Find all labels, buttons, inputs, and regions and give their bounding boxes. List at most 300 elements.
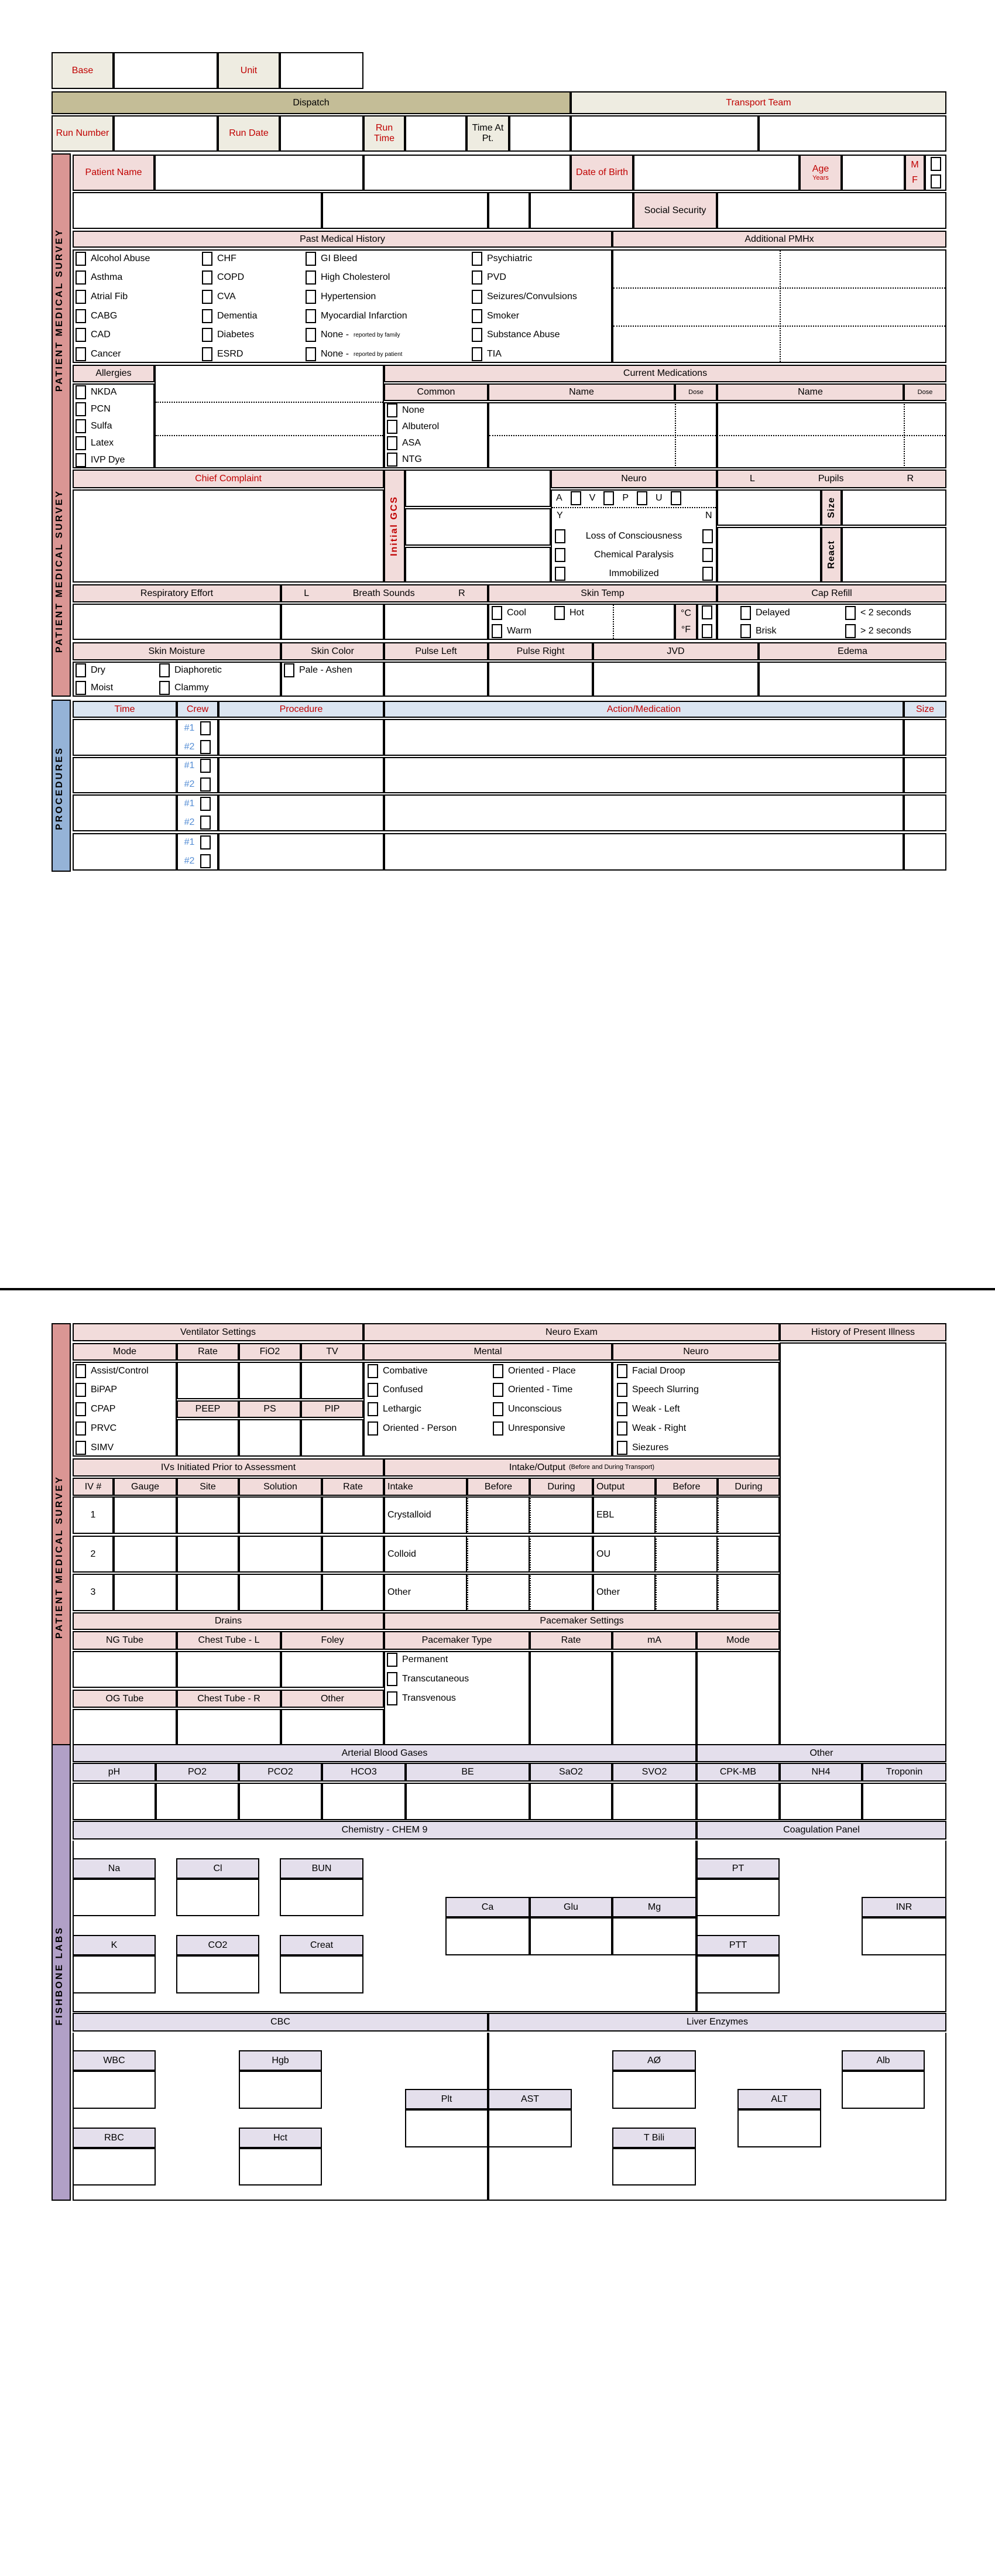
pmh-cva[interactable]: CVA <box>202 290 236 304</box>
checkbox-icon[interactable] <box>368 1421 378 1436</box>
pmh-cabg[interactable]: CABG <box>76 309 117 323</box>
checkbox-icon[interactable] <box>202 270 212 285</box>
pip-header: PIP <box>301 1400 363 1418</box>
checkbox-icon[interactable] <box>76 1383 86 1397</box>
proc-action-field[interactable] <box>384 833 904 871</box>
med-asa[interactable]: ASA <box>387 436 421 450</box>
mental-item[interactable]: Oriented - Person <box>368 1421 457 1436</box>
mental-item[interactable]: Lethargic <box>368 1402 421 1416</box>
pupil-react-left-field[interactable] <box>717 527 821 583</box>
pmh-none-family[interactable]: None - reported by family <box>306 328 400 342</box>
proc-size-field[interactable] <box>904 719 946 756</box>
pacemaker-permanent[interactable]: Permanent <box>387 1653 448 1667</box>
gcs-verbal-field[interactable] <box>405 508 551 546</box>
iv-field[interactable] <box>239 1536 322 1573</box>
proc-time-field[interactable] <box>73 794 177 831</box>
breath-sounds-left-field[interactable] <box>281 604 384 640</box>
pmh-psychiatric[interactable]: Psychiatric <box>472 252 532 266</box>
checkbox-icon[interactable] <box>306 270 316 285</box>
io-row-label: OU <box>593 1536 656 1573</box>
edema-field[interactable] <box>759 662 946 697</box>
fahrenheit-checkbox[interactable] <box>702 624 712 638</box>
ptt-field[interactable] <box>696 1955 780 1993</box>
vent-mode-0[interactable]: Assist/Control <box>76 1364 149 1378</box>
hpi-field[interactable] <box>780 1342 946 1745</box>
checkbox-icon[interactable] <box>387 436 397 450</box>
crew-2-checkbox[interactable] <box>200 740 211 754</box>
alb-field[interactable] <box>842 2071 925 2109</box>
cap-refill-brisk[interactable]: Brisk <box>740 624 777 638</box>
pupil-react-right-field[interactable] <box>842 527 946 583</box>
pmh-atrial-fib[interactable]: Atrial Fib <box>76 290 128 304</box>
crew-1[interactable]: #1 <box>184 835 211 849</box>
cbc-header: CBC <box>73 2013 488 2032</box>
bun-field[interactable] <box>280 1879 363 1916</box>
allergy-latex[interactable]: Latex <box>76 436 114 450</box>
checkbox-icon[interactable] <box>472 252 482 266</box>
checkbox-icon[interactable] <box>76 419 86 433</box>
crew-2[interactable]: #2 <box>184 740 211 754</box>
checkbox-icon[interactable] <box>740 606 751 620</box>
io-col-header: During <box>530 1478 593 1496</box>
proc-procedure-field[interactable] <box>218 794 384 831</box>
loc-yes-checkbox[interactable] <box>555 529 565 543</box>
crew-1-checkbox[interactable] <box>200 797 211 811</box>
proc-procedure-field[interactable] <box>218 719 384 756</box>
hct-field[interactable] <box>239 2148 322 2186</box>
checkbox-icon[interactable] <box>76 453 86 467</box>
mg-field[interactable] <box>612 1917 696 1955</box>
transport-team-field-2[interactable] <box>759 115 946 152</box>
abg-value-field[interactable] <box>406 1783 530 1820</box>
other-col-header: Troponin <box>862 1763 946 1782</box>
pupil-size-right-field[interactable] <box>842 489 946 526</box>
checkbox-icon[interactable] <box>472 347 482 361</box>
abg-value-field[interactable] <box>73 1783 156 1820</box>
k-field[interactable] <box>73 1955 156 1993</box>
iv-field[interactable] <box>239 1574 322 1611</box>
k-label: K <box>73 1935 156 1955</box>
inr-field[interactable] <box>862 1917 946 1955</box>
iv-field[interactable] <box>322 1574 384 1611</box>
respiratory-effort-field[interactable] <box>73 604 281 640</box>
checkbox-icon[interactable] <box>368 1383 378 1397</box>
pmh-cad[interactable]: CAD <box>76 328 111 342</box>
vent-mode-3[interactable]: PRVC <box>76 1421 116 1436</box>
alk-phos-field[interactable] <box>612 2071 696 2109</box>
pacemaker-rate-field[interactable] <box>530 1651 612 1745</box>
male-checkbox[interactable] <box>931 157 941 171</box>
crew-1[interactable]: #1 <box>184 797 211 811</box>
alt-field[interactable] <box>737 2109 821 2147</box>
io-field[interactable] <box>718 1536 780 1573</box>
proc-action-field[interactable] <box>384 719 904 756</box>
other-drain-header: Other <box>281 1690 384 1708</box>
patient-last-name-field[interactable] <box>155 155 363 191</box>
checkbox-icon[interactable] <box>493 1402 503 1416</box>
other-value-field[interactable] <box>780 1783 862 1820</box>
io-field[interactable] <box>530 1574 593 1611</box>
checkbox-icon[interactable] <box>493 1421 503 1436</box>
avpu-u-checkbox[interactable] <box>671 491 681 505</box>
crew-2-checkbox[interactable] <box>200 816 211 830</box>
checkbox-icon[interactable] <box>387 1653 397 1667</box>
pmh-gi-bleed[interactable]: GI Bleed <box>306 252 357 266</box>
checkbox-icon[interactable] <box>845 624 856 638</box>
mental-item[interactable]: Oriented - Time <box>493 1383 572 1397</box>
run-time-field[interactable] <box>405 115 466 152</box>
pmh-chf[interactable]: CHF <box>202 252 236 266</box>
checkbox-icon[interactable] <box>202 347 212 361</box>
address-field[interactable] <box>73 192 322 229</box>
checkbox-icon[interactable] <box>617 1383 627 1397</box>
abg-value-field[interactable] <box>156 1783 239 1820</box>
checkbox-icon[interactable] <box>492 606 502 620</box>
ps-field[interactable] <box>239 1419 301 1457</box>
checkbox-icon[interactable] <box>387 453 397 467</box>
pmh-copd[interactable]: COPD <box>202 270 244 285</box>
med-none[interactable]: None <box>387 403 424 417</box>
checkbox-icon[interactable] <box>740 624 751 638</box>
io-field[interactable] <box>718 1574 780 1611</box>
intake-output-header <box>384 1458 780 1477</box>
io-field[interactable] <box>656 1536 718 1573</box>
mental-item[interactable]: Oriented - Place <box>493 1364 576 1378</box>
vent-fio2-field[interactable] <box>239 1362 301 1399</box>
plt-field[interactable] <box>405 2109 488 2147</box>
na-field[interactable] <box>73 1879 156 1916</box>
temp-unit-checkboxes <box>697 604 717 640</box>
neuro-exam-item[interactable]: Speech Slurring <box>617 1383 699 1397</box>
time-at-pt-field[interactable] <box>509 115 571 152</box>
checkbox-icon[interactable] <box>202 290 212 304</box>
checkbox-icon[interactable] <box>76 385 86 399</box>
checkbox-icon[interactable] <box>159 681 170 695</box>
glu-field[interactable] <box>530 1917 612 1955</box>
crew-1[interactable]: #1 <box>184 721 211 735</box>
io-field[interactable] <box>718 1496 780 1534</box>
cl-label: Cl <box>176 1858 259 1879</box>
crew-2[interactable]: #2 <box>184 777 211 792</box>
city-field[interactable] <box>322 192 488 229</box>
checkbox-icon[interactable] <box>306 328 316 342</box>
io-field[interactable] <box>656 1496 718 1534</box>
skin-diaphoretic[interactable]: Diaphoretic <box>159 663 222 677</box>
patient-first-name-field[interactable] <box>363 155 571 191</box>
pip-field[interactable] <box>301 1419 363 1457</box>
allergy-sulfa[interactable]: Sulfa <box>76 419 112 433</box>
checkbox-icon[interactable] <box>76 681 86 695</box>
iv-field[interactable] <box>239 1496 322 1534</box>
vent-mode-4[interactable]: SIMV <box>76 1441 114 1455</box>
checkbox-icon[interactable] <box>202 328 212 342</box>
skin-pale-ashen[interactable]: Pale - Ashen <box>284 663 352 677</box>
pmh-myocardial-infarction[interactable]: Myocardial Infarction <box>306 309 407 323</box>
pacemaker-mode-field[interactable] <box>696 1651 780 1745</box>
vent-tv-field[interactable] <box>301 1362 363 1399</box>
hgb-field[interactable] <box>239 2071 322 2109</box>
pulse-right-field[interactable] <box>488 662 593 697</box>
iv-field[interactable] <box>177 1574 239 1611</box>
transport-team-field-1[interactable] <box>571 115 759 152</box>
allergy-nkda[interactable]: NKDA <box>76 385 116 399</box>
checkbox-icon[interactable] <box>845 606 856 620</box>
proc-size-field[interactable] <box>904 794 946 831</box>
checkbox-icon[interactable] <box>76 1441 86 1455</box>
og-tube-field[interactable] <box>73 1709 177 1745</box>
pmh-diabetes[interactable]: Diabetes <box>202 328 254 342</box>
io-col-header: Before <box>467 1478 530 1496</box>
pmh-hypertension[interactable]: Hypertension <box>306 290 376 304</box>
proc-action-field[interactable] <box>384 794 904 831</box>
checkbox-icon[interactable] <box>76 1364 86 1378</box>
unit-field[interactable] <box>280 52 363 89</box>
foley-field[interactable] <box>281 1651 384 1688</box>
checkbox-icon[interactable] <box>368 1402 378 1416</box>
skin-temp-hot[interactable]: Hot <box>554 606 584 620</box>
ast-field[interactable] <box>488 2109 572 2147</box>
med-ntg[interactable]: NTG <box>387 453 422 467</box>
age-field[interactable] <box>842 155 905 191</box>
allergy-pcn[interactable]: PCN <box>76 402 111 416</box>
proc-size-field[interactable] <box>904 833 946 871</box>
pmh-smoker[interactable]: Smoker <box>472 309 519 323</box>
chest-tube-r-field[interactable] <box>177 1709 281 1745</box>
skin-temp-warm[interactable]: Warm <box>492 624 531 638</box>
proc-size-field[interactable] <box>904 757 946 793</box>
dob-field[interactable] <box>633 155 800 191</box>
checkbox-icon[interactable] <box>492 624 502 638</box>
iv-field[interactable] <box>114 1496 177 1534</box>
base-field[interactable] <box>114 52 218 89</box>
zip-field[interactable] <box>530 192 633 229</box>
checkbox-icon[interactable] <box>472 328 482 342</box>
wbc-field[interactable] <box>73 2071 156 2109</box>
checkbox-icon[interactable] <box>493 1383 503 1397</box>
chest-tube-l-field[interactable] <box>177 1651 281 1688</box>
med-albuterol[interactable]: Albuterol <box>387 420 439 434</box>
gcs-eye-field[interactable] <box>405 470 551 507</box>
pmh-seizures[interactable]: Seizures/Convulsions <box>472 290 577 304</box>
crew-2-checkbox[interactable] <box>200 854 211 868</box>
checkbox-icon[interactable] <box>76 663 86 677</box>
vent-mode-2[interactable]: CPAP <box>76 1402 115 1416</box>
pmh-cancer[interactable]: Cancer <box>76 347 121 361</box>
abg-value-field[interactable] <box>530 1783 612 1820</box>
gcs-motor-field[interactable] <box>405 547 551 583</box>
proc-time-field[interactable] <box>73 833 177 871</box>
med-dose-header: Dose <box>904 383 946 401</box>
checkbox-icon[interactable] <box>472 290 482 304</box>
immobilized-yes-checkbox[interactable] <box>555 567 565 581</box>
io-field[interactable] <box>467 1536 530 1573</box>
neuro-exam-item[interactable]: Weak - Right <box>617 1421 686 1436</box>
proc-procedure-field[interactable] <box>218 833 384 871</box>
iv-field[interactable] <box>114 1574 177 1611</box>
avpu-a-checkbox[interactable] <box>571 491 581 505</box>
run-number-field[interactable] <box>114 115 218 152</box>
abg-value-field[interactable] <box>612 1783 696 1820</box>
abg-value-field[interactable] <box>322 1783 406 1820</box>
skin-clammy[interactable]: Clammy <box>159 681 209 695</box>
pmh-dementia[interactable]: Dementia <box>202 309 257 323</box>
io-field[interactable] <box>530 1536 593 1573</box>
ng-tube-header: NG Tube <box>73 1631 177 1650</box>
abg-value-field[interactable] <box>239 1783 322 1820</box>
mental-item[interactable]: Unconscious <box>493 1402 562 1416</box>
other-drain-field[interactable] <box>281 1709 384 1745</box>
pmh-pvd[interactable]: PVD <box>472 270 506 285</box>
breath-sounds-right-field[interactable] <box>384 604 488 640</box>
vent-rate-field[interactable] <box>177 1362 239 1399</box>
pacemaker-transcutaneous[interactable]: Transcutaneous <box>387 1672 469 1686</box>
crew-1-checkbox[interactable] <box>200 721 211 735</box>
allergies-field[interactable] <box>155 365 384 468</box>
ca-field[interactable] <box>445 1917 530 1955</box>
crew-2[interactable]: #2 <box>184 854 211 868</box>
peep-field[interactable] <box>177 1419 239 1457</box>
crew-2[interactable]: #2 <box>184 816 211 830</box>
iv-field[interactable] <box>177 1496 239 1534</box>
checkbox-icon[interactable] <box>617 1364 627 1378</box>
io-col-header: Before <box>656 1478 718 1496</box>
rbc-field[interactable] <box>73 2148 156 2186</box>
co2-field[interactable] <box>176 1955 259 1993</box>
checkbox-icon[interactable] <box>472 270 482 285</box>
female-checkbox[interactable] <box>931 174 941 189</box>
loc-no-checkbox[interactable] <box>702 529 713 543</box>
checkbox-icon[interactable] <box>202 309 212 323</box>
checkbox-icon[interactable] <box>76 1402 86 1416</box>
checkbox-icon[interactable] <box>202 252 212 266</box>
foley-header: Foley <box>281 1631 384 1650</box>
run-date-field[interactable] <box>280 115 363 152</box>
iv-field[interactable] <box>114 1536 177 1573</box>
checkbox-icon[interactable] <box>76 1421 86 1436</box>
neuro-loc: Loss of Consciousness <box>555 529 713 543</box>
skin-temp-cool[interactable]: Cool <box>492 606 526 620</box>
proc-time-field[interactable] <box>73 719 177 756</box>
checkbox-icon[interactable] <box>76 347 86 361</box>
checkbox-icon[interactable] <box>76 252 86 266</box>
checkbox-icon[interactable] <box>387 1672 397 1686</box>
neuro-exam-item[interactable]: Facial Droop <box>617 1364 685 1378</box>
checkbox-icon[interactable] <box>387 420 397 434</box>
checkbox-icon[interactable] <box>617 1402 627 1416</box>
checkbox-icon[interactable] <box>159 663 170 677</box>
proc-procedure-field[interactable] <box>218 757 384 793</box>
mental-item[interactable]: Unresponsive <box>493 1421 565 1436</box>
crew-1[interactable]: #1 <box>184 759 211 773</box>
checkbox-icon[interactable] <box>387 403 397 417</box>
immobilized-no-checkbox[interactable] <box>702 567 713 581</box>
chief-complaint-field[interactable] <box>73 489 384 583</box>
pmh-none-patient[interactable]: None - reported by patient <box>306 347 402 361</box>
pupil-size-left-field[interactable] <box>717 489 821 526</box>
neuro-exam-item[interactable]: Weak - Left <box>617 1402 680 1416</box>
pacemaker-transvenous[interactable]: Transvenous <box>387 1691 456 1705</box>
other-value-field[interactable] <box>696 1783 780 1820</box>
checkbox-icon[interactable] <box>306 309 316 323</box>
checkbox-icon[interactable] <box>76 290 86 304</box>
skin-dry[interactable]: Dry <box>76 663 105 677</box>
pmh-substance-abuse[interactable]: Substance Abuse <box>472 328 560 342</box>
iv-field[interactable] <box>322 1536 384 1573</box>
checkbox-icon[interactable] <box>617 1421 627 1436</box>
avpu-p-checkbox[interactable] <box>637 491 647 505</box>
allergy-ivp-dye[interactable]: IVP Dye <box>76 453 125 467</box>
iv-field[interactable] <box>322 1496 384 1534</box>
checkbox-icon[interactable] <box>617 1441 627 1455</box>
mental-item[interactable]: Combative <box>368 1364 427 1378</box>
checkbox-icon[interactable] <box>76 402 86 416</box>
celsius-checkbox[interactable] <box>702 605 712 619</box>
jvd-field[interactable] <box>593 662 759 697</box>
cap-refill-under-2[interactable]: < 2 seconds <box>845 606 911 620</box>
checkbox-icon[interactable] <box>76 270 86 285</box>
proc-crew-cell <box>177 757 218 793</box>
skin-moist[interactable]: Moist <box>76 681 113 695</box>
checkbox-icon[interactable] <box>472 309 482 323</box>
pt-field[interactable] <box>696 1879 780 1916</box>
proc-time-field[interactable] <box>73 757 177 793</box>
checkbox-icon[interactable] <box>493 1364 503 1378</box>
neuro-exam-item[interactable]: Siezures <box>617 1441 668 1455</box>
ng-tube-field[interactable] <box>73 1651 177 1688</box>
checkbox-icon[interactable] <box>306 290 316 304</box>
checkbox-icon[interactable] <box>368 1364 378 1378</box>
checkbox-icon[interactable] <box>554 606 565 620</box>
state-field[interactable] <box>488 192 530 229</box>
cl-field[interactable] <box>176 1879 259 1916</box>
paralysis-no-checkbox[interactable] <box>702 548 713 562</box>
crew-1-checkbox[interactable] <box>200 835 211 849</box>
checkbox-icon[interactable] <box>76 328 86 342</box>
checkbox-icon[interactable] <box>387 1691 397 1705</box>
pmh-asthma[interactable]: Asthma <box>76 270 122 285</box>
social-security-field[interactable] <box>717 192 946 229</box>
crew-1-checkbox[interactable] <box>200 759 211 773</box>
io-field[interactable] <box>467 1496 530 1534</box>
pacemaker-ma-field[interactable] <box>612 1651 696 1745</box>
t-bili-field[interactable] <box>612 2148 696 2186</box>
pmh-alcohol-abuse[interactable]: Alcohol Abuse <box>76 252 150 266</box>
checkbox-icon[interactable] <box>306 347 316 361</box>
other-value-field[interactable] <box>862 1783 946 1820</box>
checkbox-icon[interactable] <box>306 252 316 266</box>
io-field[interactable] <box>530 1496 593 1534</box>
cap-refill-over-2[interactable]: > 2 seconds <box>845 624 911 638</box>
proc-action-field[interactable] <box>384 757 904 793</box>
mental-item[interactable]: Confused <box>368 1383 423 1397</box>
iv-field[interactable] <box>177 1536 239 1573</box>
creat-field[interactable] <box>280 1955 363 1993</box>
crew-2-checkbox[interactable] <box>200 777 211 792</box>
pmh-tia[interactable]: TIA <box>472 347 502 361</box>
pmh-esrd[interactable]: ESRD <box>202 347 243 361</box>
pulse-left-field[interactable] <box>384 662 488 697</box>
io-field[interactable] <box>467 1574 530 1611</box>
io-field[interactable] <box>656 1574 718 1611</box>
avpu-v-checkbox[interactable] <box>603 491 614 505</box>
checkbox-icon[interactable] <box>76 309 86 323</box>
checkbox-icon[interactable] <box>76 436 86 450</box>
vent-mode-1[interactable]: BiPAP <box>76 1383 117 1397</box>
pmh-high-cholesterol[interactable]: High Cholesterol <box>306 270 390 285</box>
cap-refill-delayed[interactable]: Delayed <box>740 606 790 620</box>
paralysis-yes-checkbox[interactable] <box>555 548 565 562</box>
checkbox-icon[interactable] <box>284 663 294 677</box>
